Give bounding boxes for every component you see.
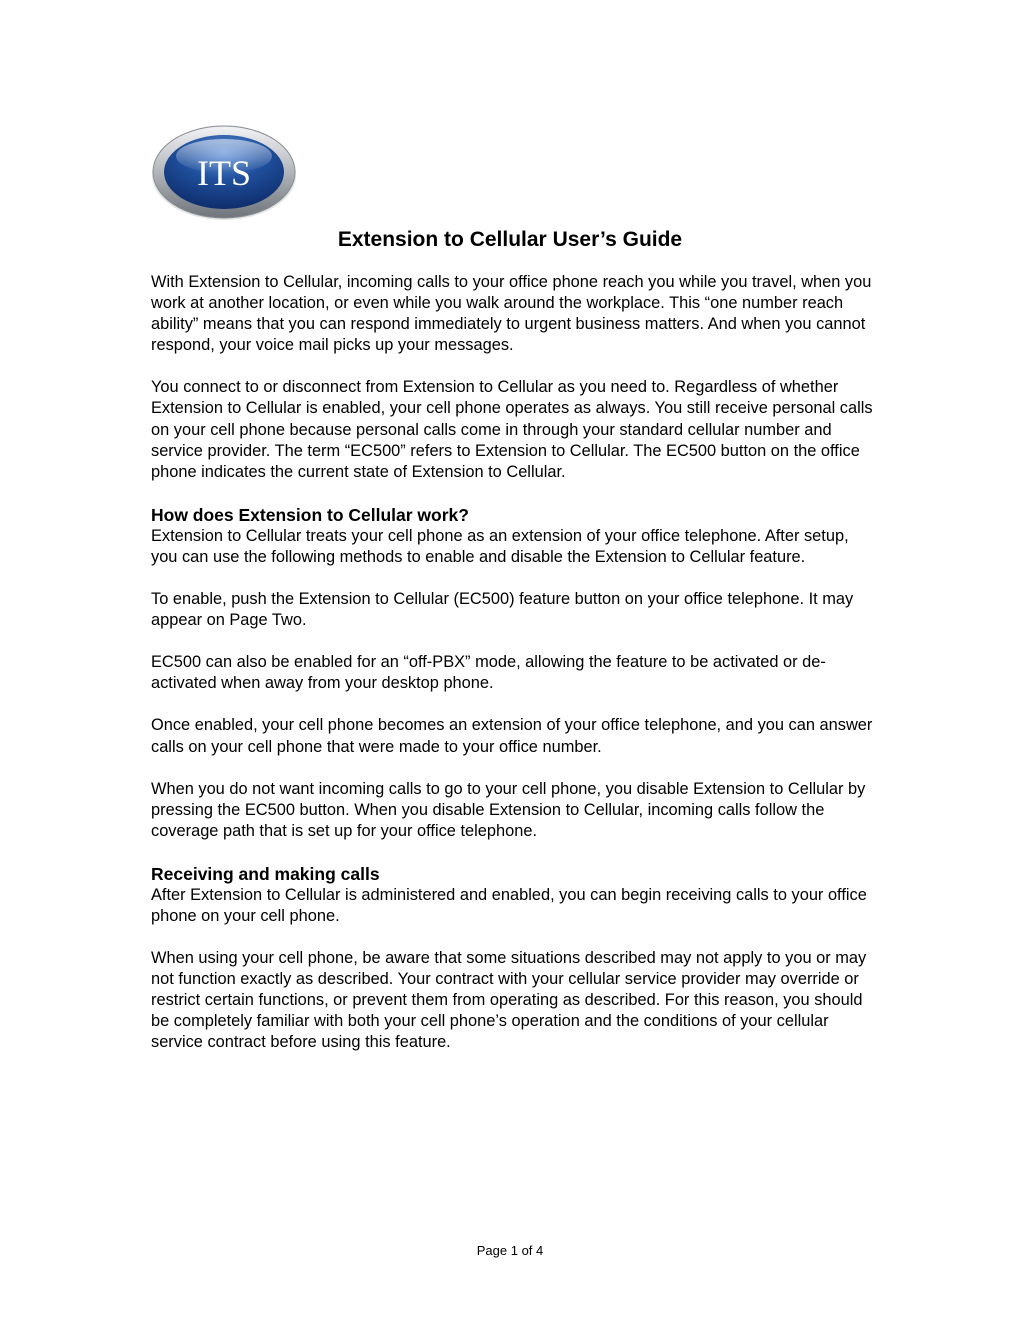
its-logo [150,122,298,222]
section1-paragraph-1: Extension to Cellular treats your cell phone as an extension of your office telephone. After setup, you can use the following methods to enable and disable the Extension to Cellular feature. [151,526,849,566]
document-body [151,272,873,1075]
page-number: Page 1 of 4 [476,1243,544,1258]
its-logo-graphic [150,122,298,222]
page-title: Extension to Cellular User’s Guide [337,228,683,251]
intro-paragraph-1: With Extension to Cellular, incoming calls to your office phone reach you while you travel, when you work at another location, or even while you walk around the workplace. This “one number reach ability” means that you can respond immediately to urgent business matters. And when you cannot respond, your voice mail picks up your messages. [151,273,872,355]
section-heading-receiving-calls: Receiving and making calls [151,863,380,884]
intro-paragraph-2: You connect to or disconnect from Extension to Cellular as you need to. Regardless of whether Extension to Cellular is enabled, your cell phone operates as always. You still receive personal calls on your cell phone because personal calls come in through your standard cellular number and service provider. The term “EC500” refers to Extension to Cellular. The EC500 button on the office phone indicates the current state of Extension to Cellular. [151,378,873,481]
section-heading-how-it-works: How does Extension to Cellular work? [151,504,469,525]
logo-text: ITS [197,153,251,193]
section1-paragraph-4: Once enabled, your cell phone becomes an extension of your office telephone, and you can answer calls on your cell phone that were made to your office number. [151,716,873,756]
section2-paragraph-2: When using your cell phone, be aware that some situations described may not apply to you or may not function exactly as described. Your contract with your cellular service provider may override or restrict certain functions, or prevent them from operating as described. For this reason, you should be completely familiar with both your cell phone’s operation and the conditions of your cellular service contract before using this feature. [151,949,867,1052]
section1-paragraph-3: EC500 can also be enabled for an “off-PBX” mode, allowing the feature to be activated or de-activated when away from your desktop phone. [151,653,826,693]
section1-paragraph-2: To enable, push the Extension to Cellular (EC500) feature button on your office telephone. It may appear on Page Two. [151,590,854,630]
section2-paragraph-1: After Extension to Cellular is administered and enabled, you can begin receiving calls to your office phone on your cell phone. [151,885,867,925]
section1-paragraph-5: When you do not want incoming calls to go to your cell phone, you disable Extension to Cellular by pressing the EC500 button. When you disable Extension to Cellular, incoming calls follow the coverage path that is set up for your office telephone. [151,779,866,840]
